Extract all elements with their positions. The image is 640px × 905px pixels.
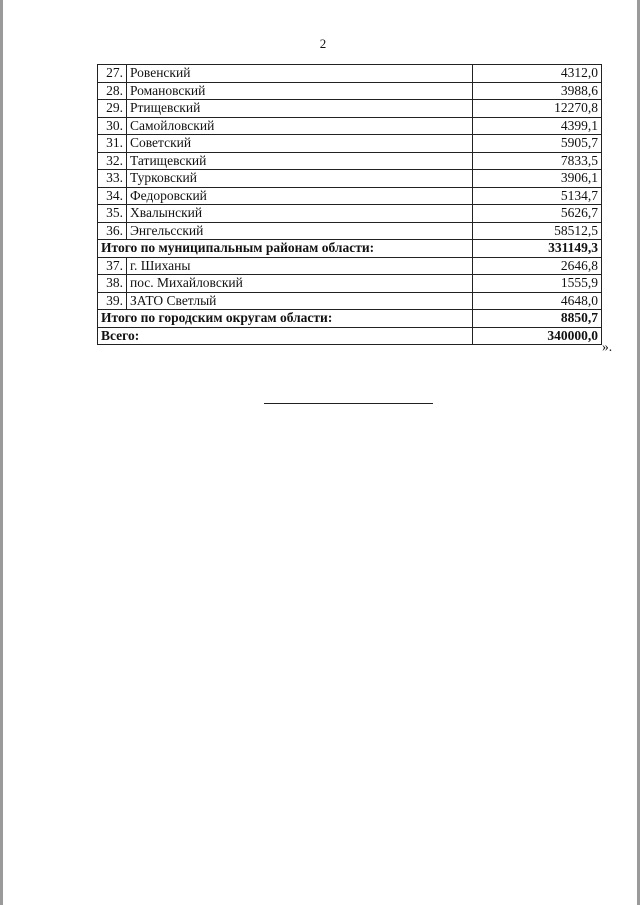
district-name: Турковский [127, 170, 473, 188]
separator-line [264, 403, 433, 404]
table-row [98, 65, 602, 83]
table-row [98, 222, 602, 240]
district-name: Романовский [127, 82, 473, 100]
grand-total-row [98, 327, 602, 345]
subtotal-value: 331149,3 [473, 240, 602, 258]
row-number: 29. [98, 100, 127, 118]
district-name: Самойловский [127, 117, 473, 135]
row-number: 30. [98, 117, 127, 135]
district-name: Ровенский [127, 65, 473, 83]
row-number: 37. [98, 257, 127, 275]
grand-total-value: 340000,0 [473, 327, 602, 345]
row-number: 31. [98, 135, 127, 153]
row-number: 33. [98, 170, 127, 188]
urban-district-name: ЗАТО Светлый [127, 292, 473, 310]
subtotal-label: Итого по муниципальным районам области: [98, 240, 473, 258]
table-row [98, 170, 602, 188]
subtotal-row-urban [98, 310, 602, 328]
table-row [98, 117, 602, 135]
row-number: 36. [98, 222, 127, 240]
amount-value: 5134,7 [473, 187, 602, 205]
district-name: Татищевский [127, 152, 473, 170]
amount-value: 3906,1 [473, 170, 602, 188]
table-row [98, 292, 602, 310]
urban-district-name: пос. Михайловский [127, 275, 473, 293]
urban-district-name: г. Шиханы [127, 257, 473, 275]
amount-value: 5626,7 [473, 205, 602, 223]
district-name: Ртищевский [127, 100, 473, 118]
district-name: Энгельсский [127, 222, 473, 240]
district-name: Советский [127, 135, 473, 153]
amount-value: 3988,6 [473, 82, 602, 100]
table-row [98, 152, 602, 170]
row-number: 28. [98, 82, 127, 100]
amount-value: 7833,5 [473, 152, 602, 170]
table-row [98, 135, 602, 153]
closing-quote: ». [602, 339, 613, 354]
table-row [98, 257, 602, 275]
row-number: 34. [98, 187, 127, 205]
amount-value: 58512,5 [473, 222, 602, 240]
allocation-table [97, 64, 602, 345]
row-number: 38. [98, 275, 127, 293]
amount-value: 12270,8 [473, 100, 602, 118]
row-number: 35. [98, 205, 127, 223]
subtotal-label: Итого по городским округам области: [98, 310, 473, 328]
amount-value: 5905,7 [473, 135, 602, 153]
amount-value: 2646,8 [473, 257, 602, 275]
table-row [98, 100, 602, 118]
grand-total-label: Всего: [98, 327, 473, 345]
amount-value: 1555,9 [473, 275, 602, 293]
district-name: Хвалынский [127, 205, 473, 223]
page-number: 2 [319, 36, 327, 51]
table-row [98, 187, 602, 205]
table-row [98, 275, 602, 293]
amount-value: 4399,1 [473, 117, 602, 135]
amount-value: 4312,0 [473, 65, 602, 83]
subtotal-value: 8850,7 [473, 310, 602, 328]
amount-value: 4648,0 [473, 292, 602, 310]
table-row [98, 205, 602, 223]
district-name: Федоровский [127, 187, 473, 205]
row-number: 39. [98, 292, 127, 310]
table-row [98, 82, 602, 100]
subtotal-row-districts [98, 240, 602, 258]
row-number: 27. [98, 65, 127, 83]
row-number: 32. [98, 152, 127, 170]
